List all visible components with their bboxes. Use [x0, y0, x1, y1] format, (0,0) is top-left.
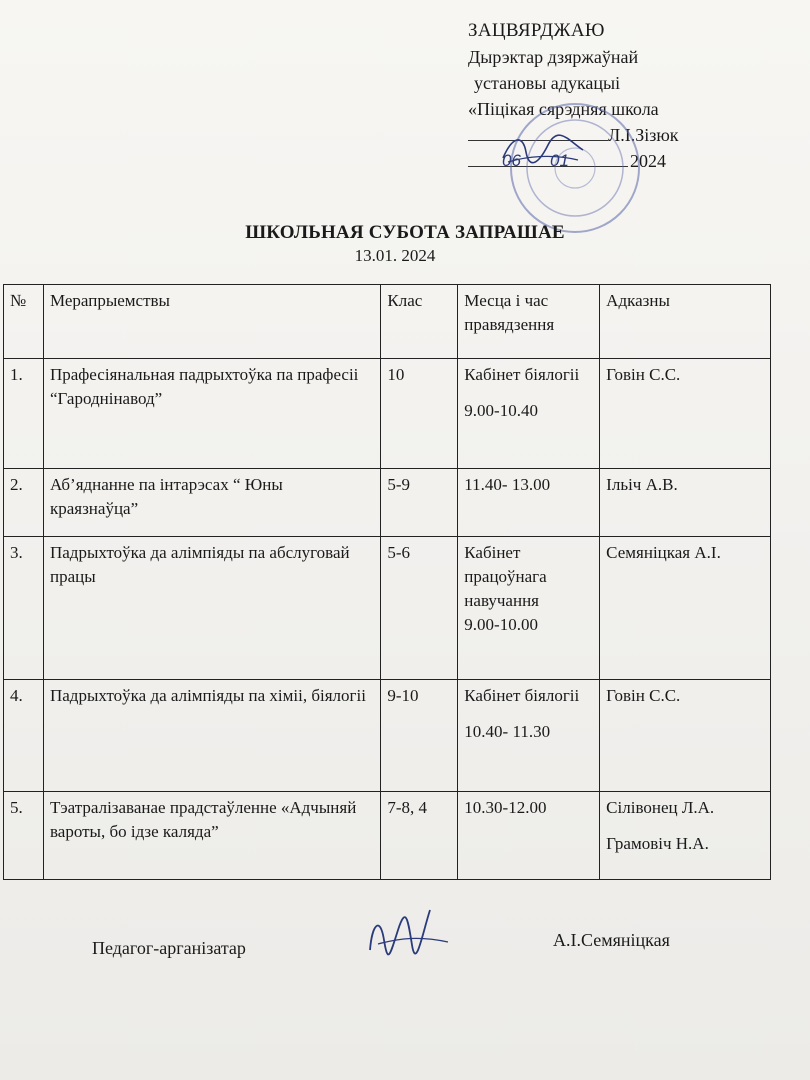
row-grade: 7-8, 4	[381, 792, 458, 880]
row-grade: 5-6	[381, 537, 458, 680]
approval-date-day: 06	[502, 151, 521, 170]
events-table	[3, 284, 771, 880]
approval-header: ЗАЦВЯРДЖАЮ	[468, 20, 605, 41]
row-grade: 9-10	[381, 680, 458, 792]
row-number: 3.	[4, 537, 44, 680]
row-event: Прафесіянальная падрыхтоўка па прафесіі “Гароднінавод”	[43, 359, 380, 469]
row-time: 10.40- 11.30	[464, 722, 551, 741]
row-responsible-1: Семяніцкая А.І.	[606, 543, 721, 562]
approval-date-month: 01	[550, 151, 569, 170]
row-number: 4.	[4, 680, 44, 792]
row-time: 10.30-12.00	[464, 798, 547, 817]
row-event: Падрыхтоўка да алімпіяды па хіміі, біялогіі	[43, 680, 380, 792]
table-row	[4, 359, 771, 469]
table-row	[4, 469, 771, 537]
row-event: Падрыхтоўка да алімпіяды па абслуговай працы	[43, 537, 380, 680]
row-responsible-1: Говін С.С.	[606, 365, 681, 384]
row-responsible	[600, 792, 771, 880]
header-responsible: Адказны	[600, 285, 771, 359]
row-responsible	[600, 537, 771, 680]
row-responsible	[600, 680, 771, 792]
approval-date-year: 2024	[630, 151, 666, 171]
row-event: Аб’яднанне па інтарэсах “ Юны краязнаўца”	[43, 469, 380, 537]
header-place-time: Месца і час правядзення	[458, 285, 600, 359]
footer-name: А.І.Семяніцкая	[553, 930, 670, 950]
row-responsible	[600, 469, 771, 537]
footer-role: Педагог-арганізатар	[92, 938, 246, 958]
header-event: Мерапрыемствы	[43, 285, 380, 359]
row-place-time	[458, 537, 600, 680]
row-event: Тэатралізаванае прадстаўленне «Адчыняй вароты, бо ідзе каляда”	[43, 792, 380, 880]
row-place-time	[458, 469, 600, 537]
table-header-row	[4, 285, 771, 359]
row-responsible-1: Ільіч А.В.	[606, 475, 678, 494]
row-place-time	[458, 792, 600, 880]
row-number: 1.	[4, 359, 44, 469]
row-time: 9.00-10.40	[464, 401, 538, 420]
director-signature	[498, 130, 588, 170]
document-title: ШКОЛЬНАЯ СУБОТА ЗАПРАШАЕ	[245, 222, 565, 243]
row-responsible	[600, 359, 771, 469]
row-responsible-2: Грамовіч Н.А.	[606, 834, 709, 853]
approval-line-3: «Піцікая сярэдняя школа	[468, 99, 659, 119]
document-date: 13.01. 2024	[354, 246, 436, 265]
table-row	[4, 537, 771, 680]
row-number: 2.	[4, 469, 44, 537]
row-time: 9.00-10.00	[464, 615, 538, 634]
director-name: Л.І.Зізюк	[608, 125, 679, 145]
organizer-signature	[360, 900, 455, 970]
header-number: №	[4, 285, 44, 359]
row-grade: 10	[381, 359, 458, 469]
table-row	[4, 792, 771, 880]
row-place-time	[458, 680, 600, 792]
row-place: Кабінет працоўнага навучання	[464, 543, 547, 610]
row-number: 5.	[4, 792, 44, 880]
row-place: Кабінет біялогіі	[464, 686, 580, 705]
approval-line-1: Дырэктар дзяржаўнай	[468, 47, 639, 67]
row-responsible-1: Говін С.С.	[606, 686, 681, 705]
row-grade: 5-9	[381, 469, 458, 537]
approval-line-2: установы адукацыі	[474, 73, 621, 93]
row-place: Кабінет біялогіі	[464, 365, 580, 384]
row-place-time	[458, 359, 600, 469]
table-row	[4, 680, 771, 792]
row-time: 11.40- 13.00	[464, 475, 551, 494]
header-grade: Клас	[381, 285, 458, 359]
row-responsible-1: Сілівонец Л.А.	[606, 798, 715, 817]
